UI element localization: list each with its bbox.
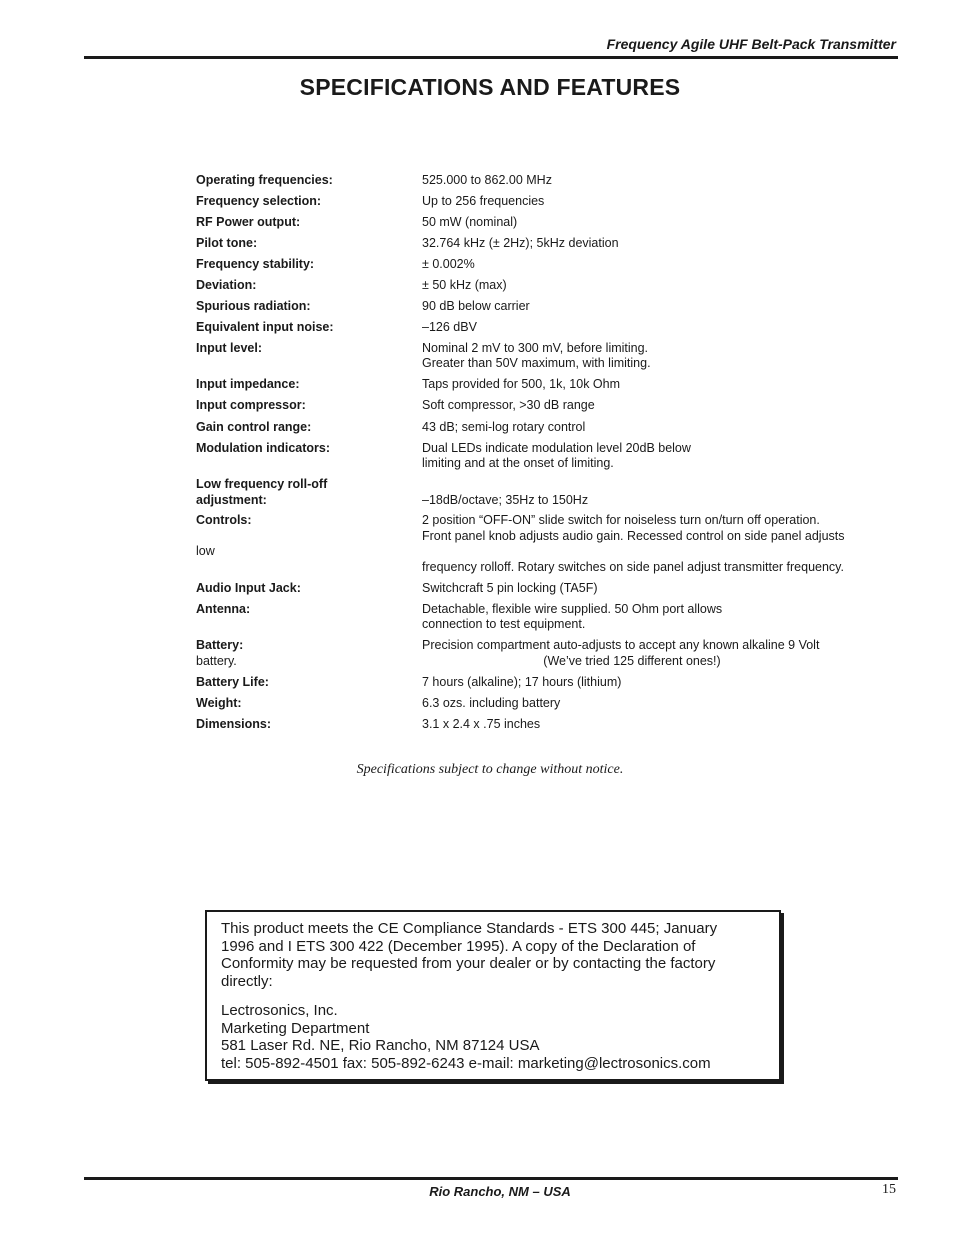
spec-label-low-frequency-rolloff-line2: adjustment: [196,493,267,507]
spec-value-battery-line2: (We’ve tried 125 different ones!) [543,654,721,668]
ce-department: Marketing Department [221,1020,370,1037]
ce-text-line4: directly: [221,973,273,990]
spec-label-pilot-tone: Pilot tone: [196,236,258,250]
spec-value-input-compressor: Soft compressor, >30 dB range [422,398,595,412]
spec-label-dimensions: Dimensions: [196,717,272,731]
spec-value-controls-line2: Front panel knob adjusts audio gain. Recessed control on side panel adjusts [422,529,845,543]
spec-value-audio-input-jack: Switchcraft 5 pin locking (TA5F) [422,581,598,595]
spec-label-antenna: Antenna: [196,602,251,616]
ce-company: Lectrosonics, Inc. [221,1002,338,1019]
footer-rule [84,1177,898,1180]
spec-value-input-impedance: Taps provided for 500, 1k, 10k Ohm [422,377,621,391]
spec-label-input-compressor: Input compressor: [196,398,306,412]
spec-label-equivalent-input-noise: Equivalent input noise: [196,320,334,334]
spec-label-operating-frequencies: Operating frequencies: [196,173,333,187]
spec-label-modulation-indicators: Modulation indicators: [196,441,331,455]
spec-value-pilot-tone: 32.764 kHz (± 2Hz); 5kHz deviation [422,236,619,250]
page-title: SPECIFICATIONS AND FEATURES [299,74,681,100]
spec-label-low-frequency-rolloff-line1: Low frequency roll-off [196,477,328,491]
spec-value-battery-life: 7 hours (alkaline); 17 hours (lithium) [422,675,622,689]
spec-value-modulation-indicators-line2: limiting and at the onset of limiting. [422,456,614,470]
spec-value-low-frequency-rolloff: –18dB/octave; 35Hz to 150Hz [422,493,589,507]
spec-value-rf-power-output: 50 mW (nominal) [422,215,518,229]
spec-label-frequency-selection: Frequency selection: [196,194,322,208]
spec-label-gain-control-range: Gain control range: [196,420,312,434]
spec-value-modulation-indicators-line1: Dual LEDs indicate modulation level 20dB below [422,441,691,455]
spec-label-deviation: Deviation: [196,278,257,292]
spec-value-controls-line3: frequency rolloff. Rotary switches on side panel adjust transmitter frequency. [422,560,844,574]
spec-value-input-level-line1: Nominal 2 mV to 300 mV, before limiting. [422,341,649,355]
spec-value-operating-frequencies: 525.000 to 862.00 MHz [422,173,552,187]
spec-controls-stray-word: low [196,544,215,558]
spec-label-input-level: Input level: [196,341,262,355]
spec-label-controls: Controls: [196,513,252,527]
spec-value-gain-control-range: 43 dB; semi-log rotary control [422,420,586,434]
spec-value-deviation: ± 50 kHz (max) [422,278,507,292]
spec-label-battery-sub: battery. [196,654,237,668]
spec-label-battery-life: Battery Life: [196,675,269,689]
ce-contact: tel: 505-892-4501 fax: 505-892-6243 e-mail: marketing@lectrosonics.com [221,1055,711,1072]
spec-label-spurious-radiation: Spurious radiation: [196,299,311,313]
header-rule [84,56,898,59]
ce-text-line3: Conformity may be requested from your dealer or by contacting the factory [221,955,716,972]
spec-label-input-impedance: Input impedance: [196,377,300,391]
spec-value-battery-line1: Precision compartment auto-adjusts to accept any known alkaline 9 Volt [422,638,820,652]
spec-label-audio-input-jack: Audio Input Jack: [196,581,301,595]
spec-value-input-level-line2: Greater than 50V maximum, with limiting. [422,356,651,370]
spec-label-battery: Battery: [196,638,244,652]
page-number: 15 [882,1182,896,1197]
spec-label-frequency-stability: Frequency stability: [196,257,315,271]
spec-value-frequency-stability: ± 0.002% [422,257,475,271]
spec-value-spurious-radiation: 90 dB below carrier [422,299,530,313]
spec-value-weight: 6.3 ozs. including battery [422,696,561,710]
specs-notice: Specifications subject to change without notice. [356,762,624,777]
ce-compliance-box [205,910,781,1081]
spec-label-weight: Weight: [196,696,242,710]
running-header: Frequency Agile UHF Belt-Pack Transmitter [606,36,896,52]
spec-value-frequency-selection: Up to 256 frequencies [422,194,545,208]
ce-address: 581 Laser Rd. NE, Rio Rancho, NM 87124 USA [221,1037,540,1054]
spec-value-dimensions: 3.1 x 2.4 x .75 inches [422,717,541,731]
ce-text-line2: 1996 and I ETS 300 422 (December 1995). A copy of the Declaration of [221,938,696,955]
ce-text-line1: This product meets the CE Compliance Standards - ETS 300 445; January [221,920,718,937]
footer-location: Rio Rancho, NM – USA [429,1184,571,1199]
spec-value-equivalent-input-noise: –126 dBV [422,320,477,334]
spec-value-antenna-line2: connection to test equipment. [422,617,586,631]
spec-value-controls-line1: 2 position “OFF-ON” slide switch for noiseless turn on/turn off operation. [422,513,820,527]
spec-value-antenna-line1: Detachable, flexible wire supplied. 50 Ohm port allows [422,602,723,616]
spec-label-rf-power-output: RF Power output: [196,215,301,229]
